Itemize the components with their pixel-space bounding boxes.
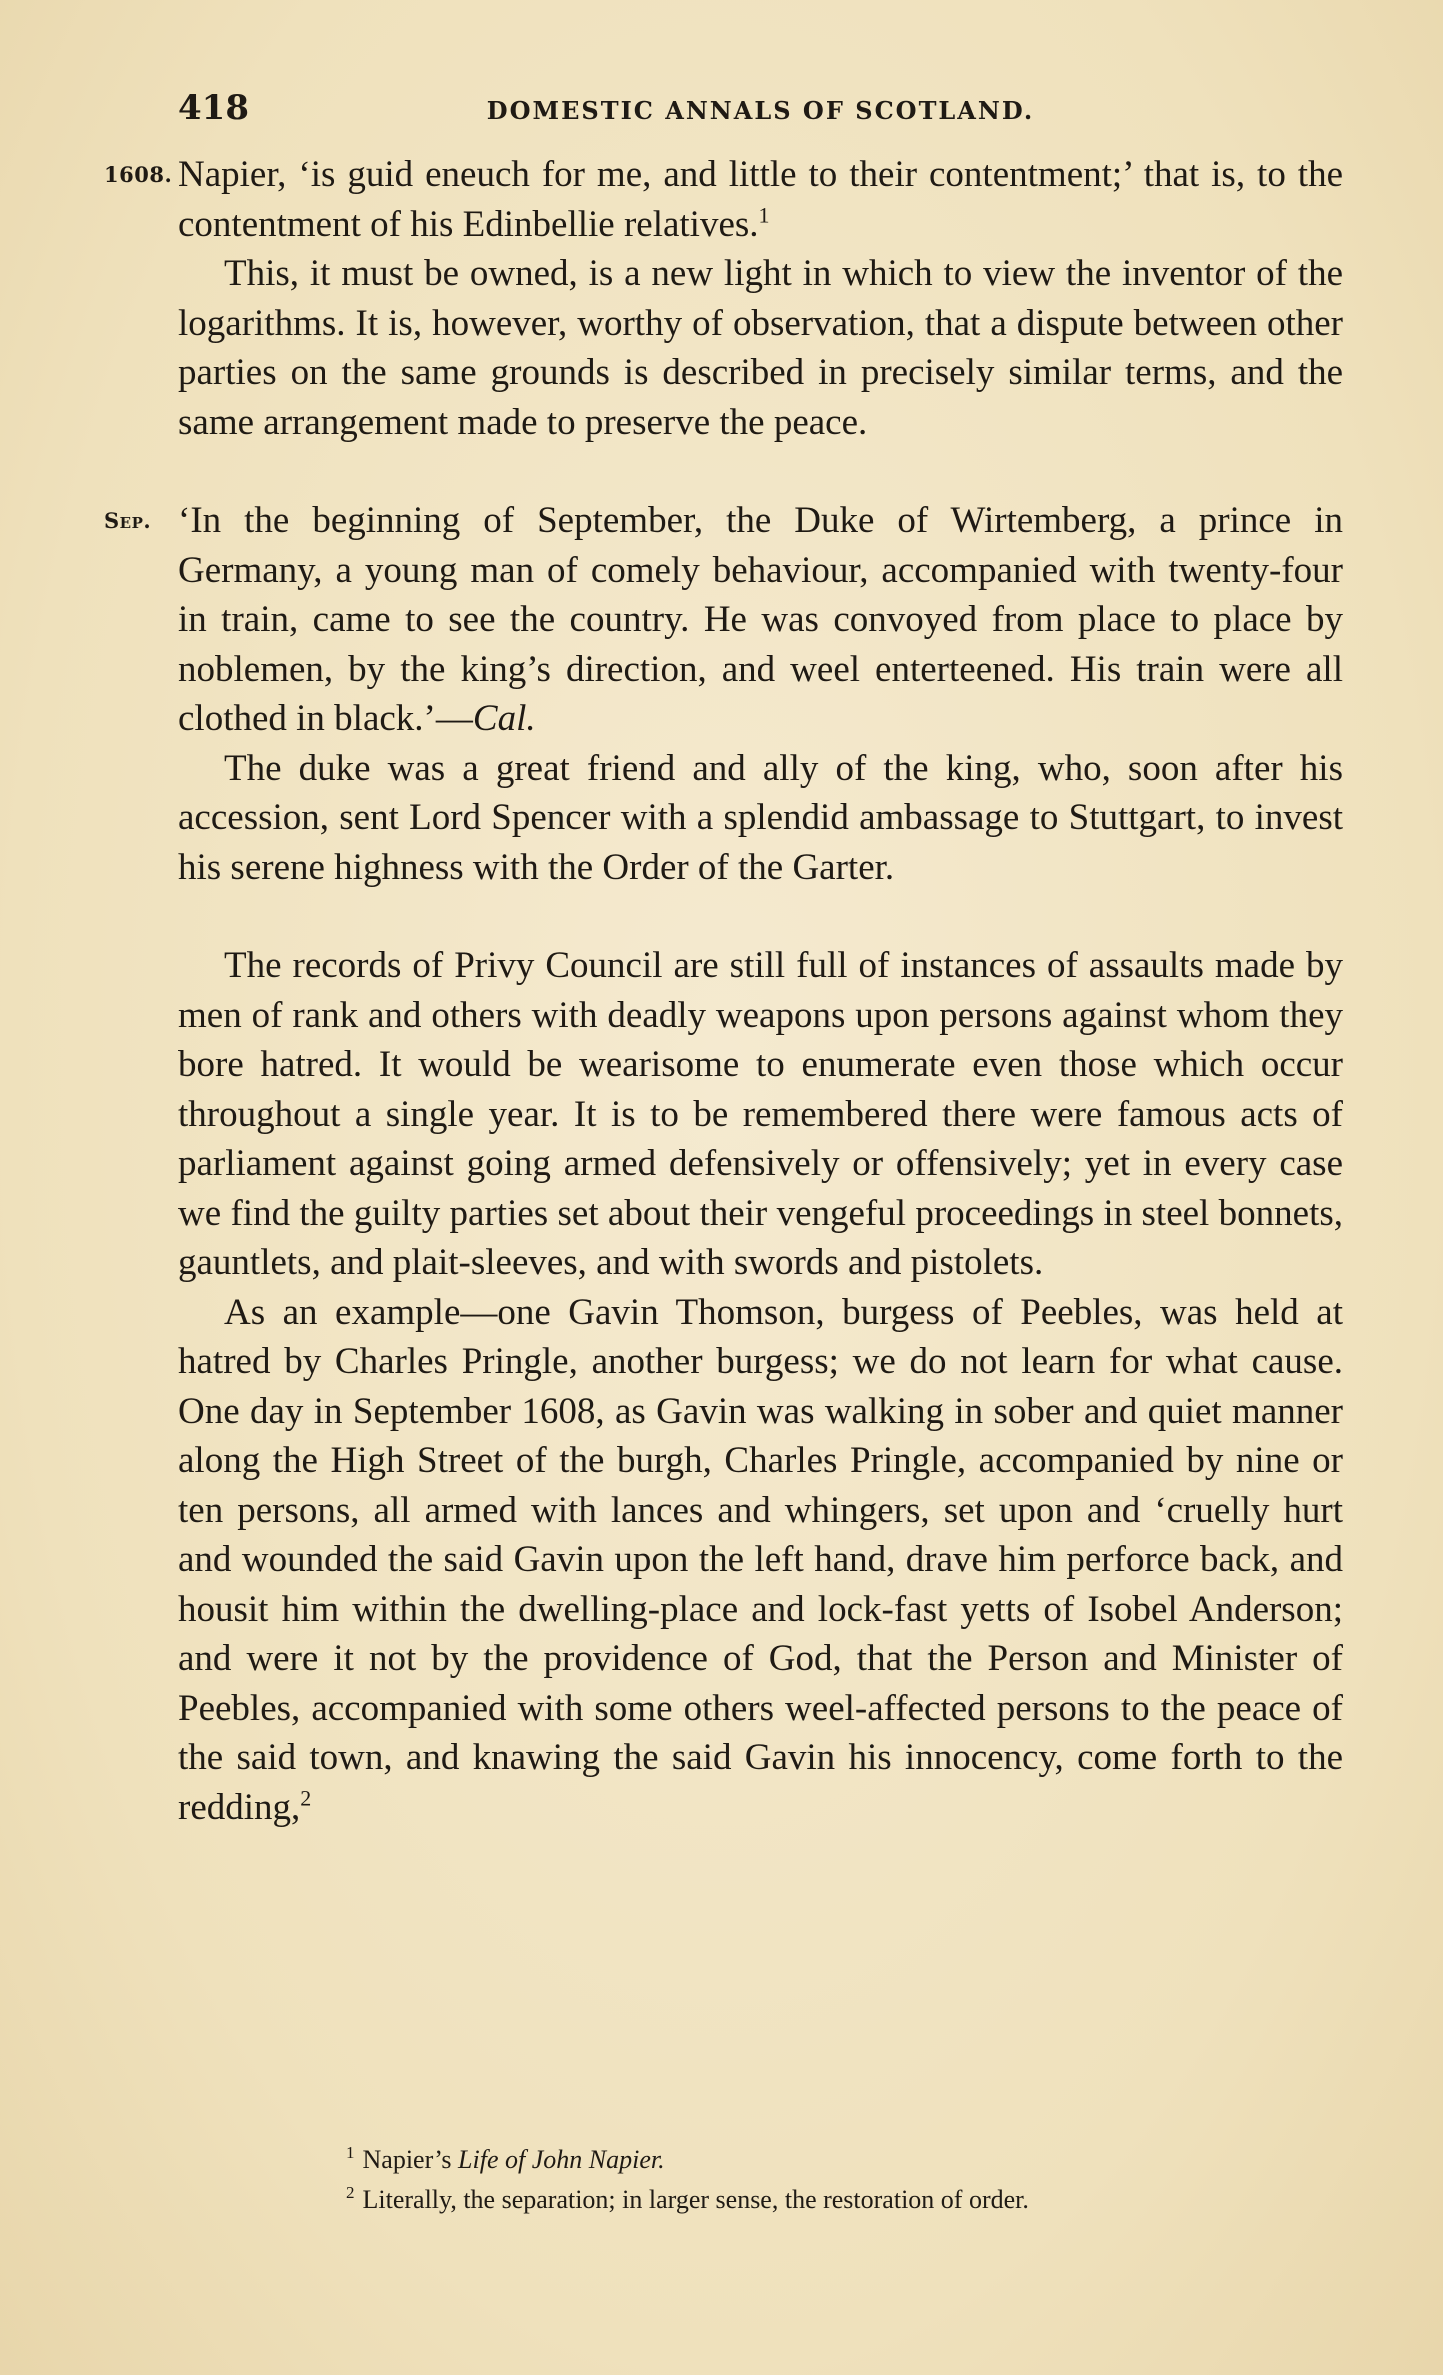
paragraph-garter [178, 744, 1343, 893]
paragraph-wirtemberg [104, 496, 1343, 744]
running-title: DOMESTIC ANNALS OF SCOTLAND. [486, 96, 1035, 125]
section-gap [178, 447, 1343, 496]
footnote-1 [346, 2140, 1246, 2180]
footnote-text: Literally, the separation; in larger sense, the restoration of order. [362, 2185, 1029, 2214]
paragraph-text: This, it must be owned, is a new light in which to view the inventor of the logarithms. It is, however, worthy of observation, that a dispute between other parties on the same grounds is described in precisely similar terms, and the same arrangement made to preserve the peace. [178, 253, 1343, 443]
paragraph-text: As an example—one Gavin Thomson, burgess of Peebles, was held at hatred by Charles Pringle, another burgess; we do not learn for what cause. One day in September 1608, as Gavin was walking in sober and quiet manner along the High Street of the burgh, Charles Pringle, accompanied by nine or ten persons, all armed with lances and whingers, set upon and ‘cruelly hurt and wounded the said Gavin upon the left hand, drave him perforce back, and housit him within the dwelling-place and lock-fast yetts of Isobel Anderson; and were it not by the providence of God, that the Person and Minister of Peebles, accompanied with some others weel-affected persons to the peace of the said town, and knawing the said Gavin his innocency, come forth to the redding, [178, 1291, 1343, 1828]
paragraph-gavin-thomson [178, 1288, 1343, 1833]
page-header [178, 88, 1343, 136]
body-text [104, 150, 1343, 1832]
paragraph-logarithms [178, 249, 1343, 447]
paragraph-text: ‘In the beginning of September, the Duke of Wirtemberg, a prince in Germany, a young man of comely behaviour, accompanied with twenty-four in train, came to see the country. He was convoyed from place to place by noblemen, by the king’s direction, and weel enterteened. His train were all clothed in black.’— [178, 500, 1343, 739]
footnote-ref-1: 1 [758, 202, 770, 228]
paragraph-privy-council [178, 941, 1343, 1288]
paragraph-text: The records of Privy Council are still full of instances of assaults made by men of rank and others with deadly weapons upon persons against whom they bore hatred. It would be wearisome to enumerate even those which occur throughout a single year. It is to be remembered there were famous acts of parliament against going armed defensively or offensively; yet in every case we find the guilty parties set about their vengeful proceedings in steel bonnets, gauntlets, and plait-sleeves, and with swords and pistolets. [178, 945, 1343, 1283]
footnote-italic: Life of John Napier. [458, 2145, 665, 2174]
footnote-2 [346, 2180, 1246, 2220]
footnotes [346, 2140, 1246, 2220]
footnote-ref-2: 2 [300, 1785, 312, 1811]
footnote-text: Napier’s [362, 2145, 459, 2174]
footnote-mark: 2 [346, 2183, 355, 2203]
page-number: 418 [178, 88, 249, 128]
margin-note-year: 1608. [104, 162, 173, 187]
paragraph-text: The duke was a great friend and ally of the king, who, soon after his accession, sent Lord Spencer with a splendid ambassage to Stuttgart, to invest his serene highness with the Order of the Garter. [178, 747, 1343, 888]
paragraph-napier [104, 150, 1343, 249]
section-gap [178, 892, 1343, 941]
footnote-mark: 1 [346, 2143, 355, 2163]
paragraph-text: Napier, ‘is guid eneuch for me, and little to their contentment;’ that is, to the contentment of his Edinbellie relatives. [178, 154, 1343, 245]
source-citation: Cal. [472, 698, 536, 739]
margin-note-month: Sep. [104, 508, 152, 533]
